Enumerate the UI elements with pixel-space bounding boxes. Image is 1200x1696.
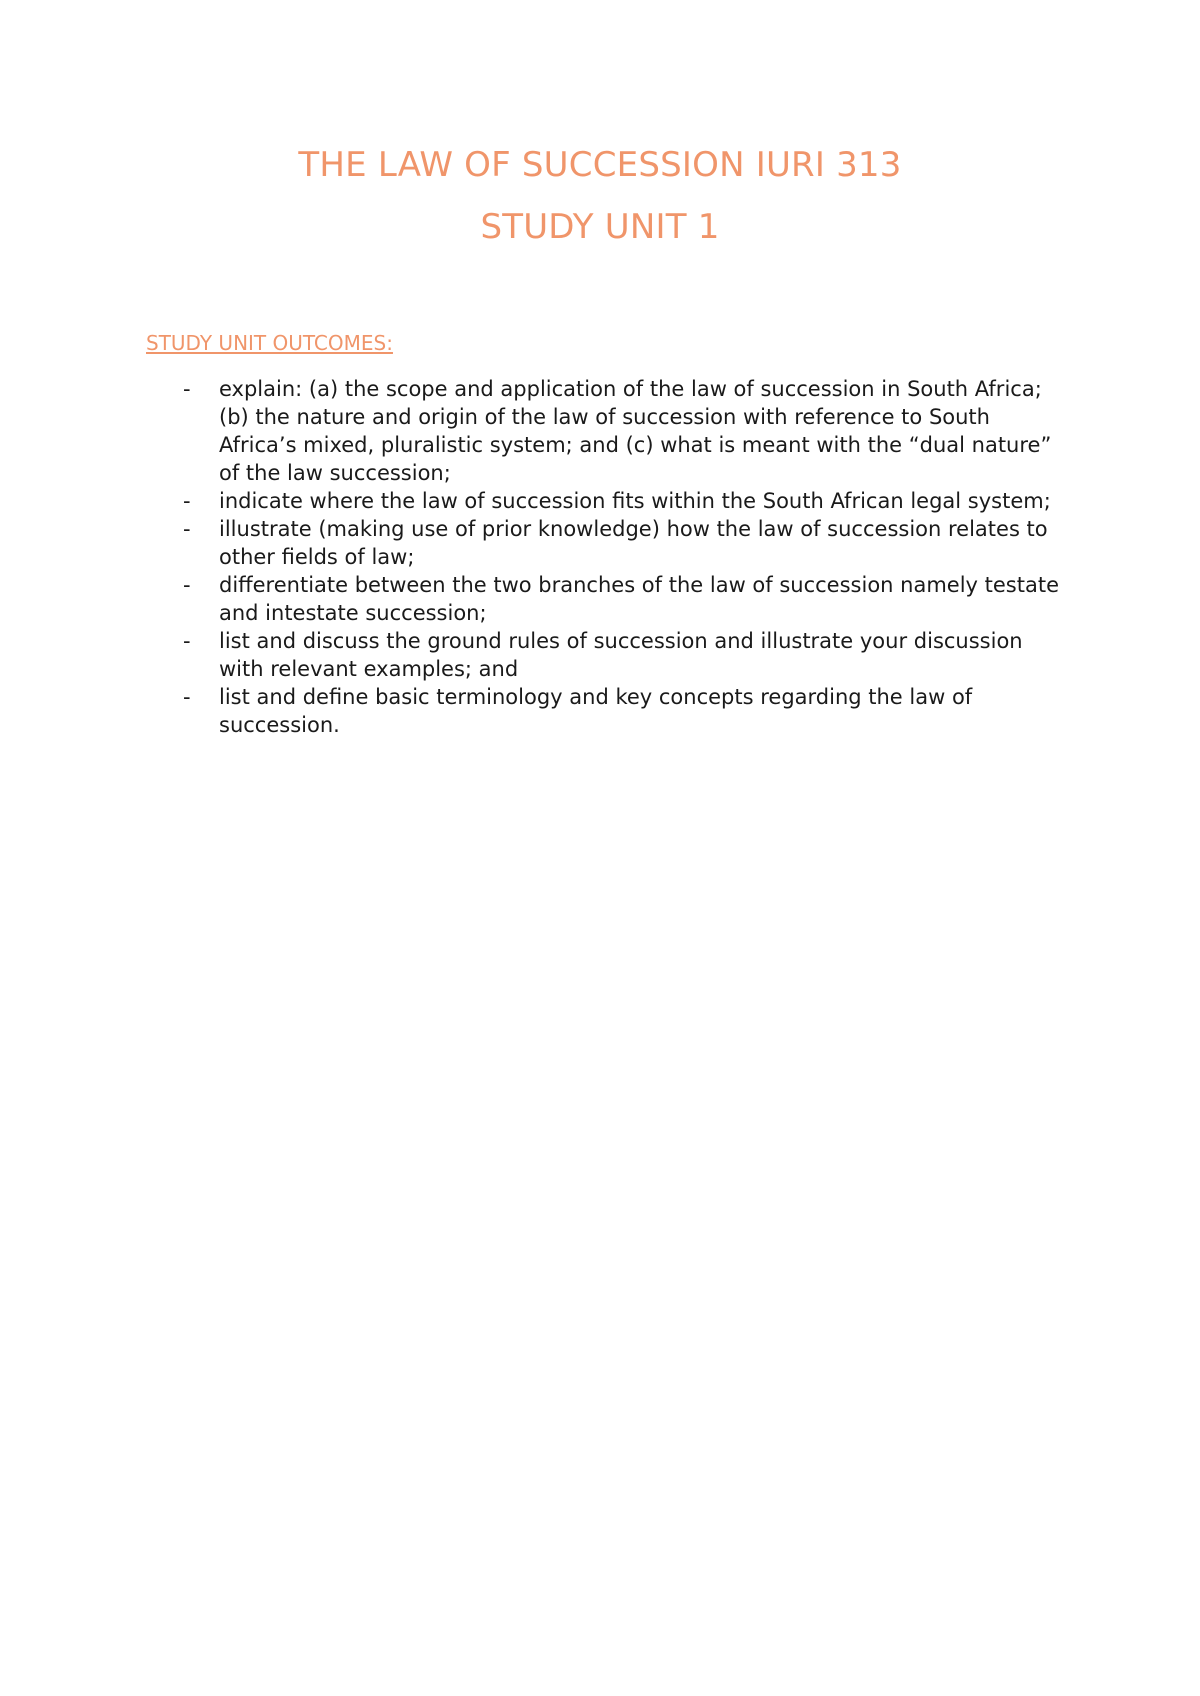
bullet-dash: - xyxy=(183,489,191,513)
outcomes-list xyxy=(146,375,1066,739)
outcome-text: differentiate between the two branches of the law of succession namely testate and intestate succession; xyxy=(219,573,1059,625)
outcome-text: illustrate (making use of prior knowledge) how the law of succession relates to other fields of law; xyxy=(219,517,1048,569)
outcome-text: list and discuss the ground rules of succession and illustrate your discussion with relevant examples; and xyxy=(219,629,1023,681)
list-item xyxy=(146,627,1066,683)
bullet-dash: - xyxy=(183,377,191,401)
bullet-dash: - xyxy=(183,685,191,709)
bullet-dash: - xyxy=(183,629,191,653)
outcome-text: list and define basic terminology and key concepts regarding the law of succession. xyxy=(219,685,973,737)
list-item xyxy=(146,571,1066,627)
outcome-text: indicate where the law of succession fits within the South African legal system; xyxy=(219,489,1051,513)
list-item xyxy=(146,487,1066,515)
outcome-text: explain: (a) the scope and application of the law of succession in South Africa; (b) the nature and origin of the law of succession with reference to South Africa’s mixed, pluralistic system; and (c) what is meant with the “dual nature” of the law succession; xyxy=(219,377,1052,485)
outcomes-heading: STUDY UNIT OUTCOMES: xyxy=(146,331,393,355)
document-subtitle: STUDY UNIT 1 xyxy=(480,207,720,247)
bullet-dash: - xyxy=(183,517,191,541)
list-item xyxy=(146,683,1066,739)
list-item xyxy=(146,375,1066,487)
document-title: THE LAW OF SUCCESSION IURI 313 xyxy=(298,145,902,185)
list-item xyxy=(146,515,1066,571)
bullet-dash: - xyxy=(183,573,191,597)
